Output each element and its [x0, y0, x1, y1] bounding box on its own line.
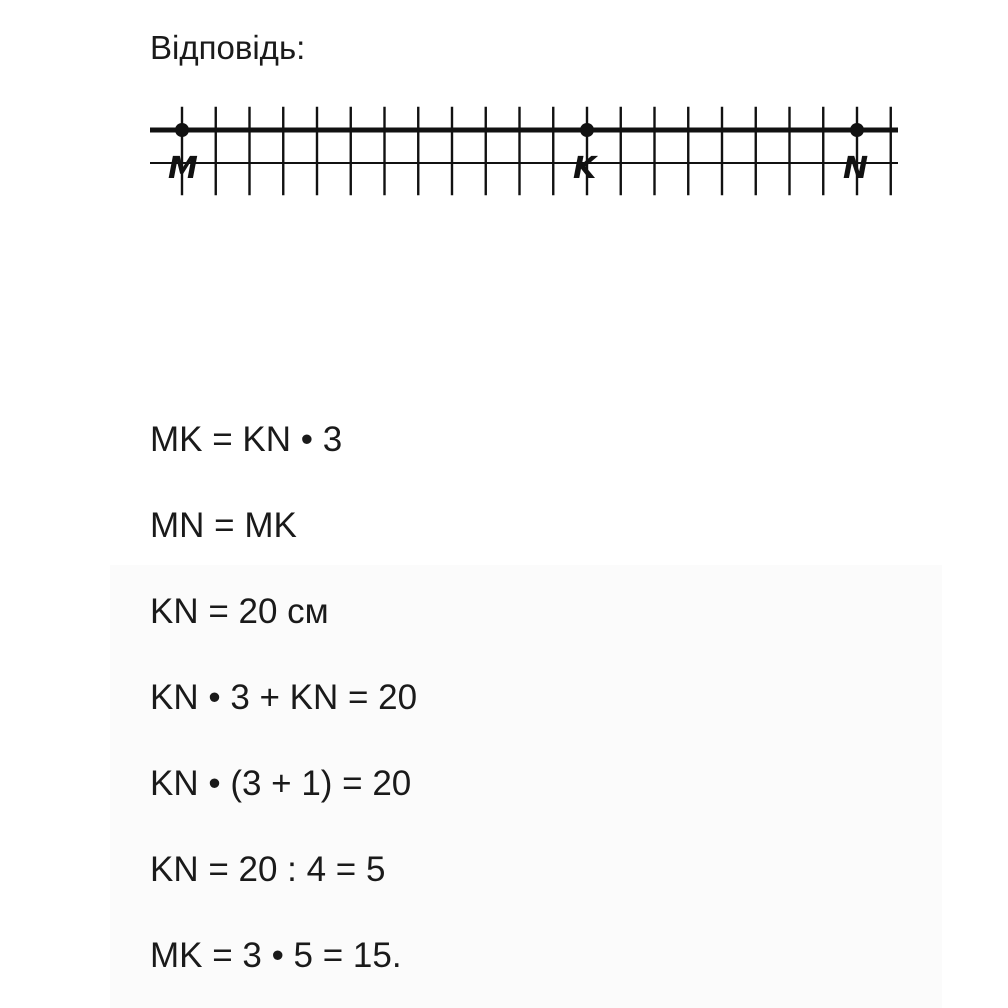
- grid-drawing: [148, 104, 900, 196]
- answer-heading: Відповідь:: [150, 29, 306, 66]
- point-n: [850, 123, 864, 137]
- equation-6: KN = 20 : 4 = 5: [150, 850, 386, 889]
- point-m: [175, 123, 189, 137]
- equation-2: MN = MK: [150, 506, 297, 545]
- point-label-n: N: [843, 151, 869, 186]
- segment-figure: [148, 104, 900, 196]
- point-label-m: M: [168, 151, 198, 186]
- equation-1: MK = KN • 3: [150, 420, 343, 459]
- equation-3: KN = 20 см: [150, 592, 329, 631]
- equation-4: KN • 3 + KN = 20: [150, 678, 418, 717]
- point-k: [580, 123, 594, 137]
- equation-7: MK = 3 • 5 = 15.: [150, 936, 402, 975]
- point-label-k: K: [573, 151, 597, 186]
- equation-5: KN • (3 + 1) = 20: [150, 764, 412, 803]
